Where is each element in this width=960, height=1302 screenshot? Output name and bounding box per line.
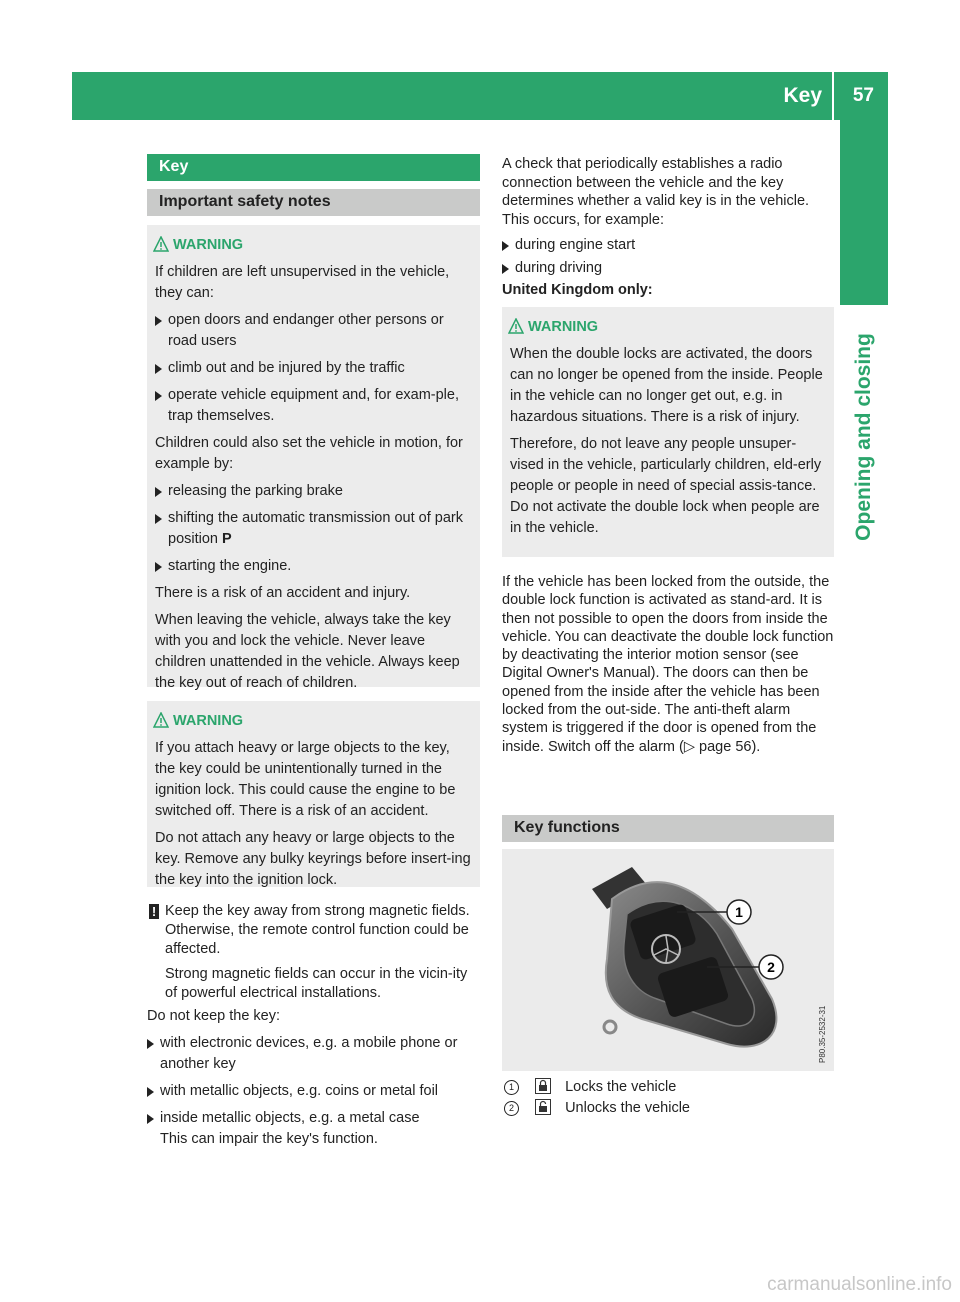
chapter-label-text: Opening and closing — [852, 333, 875, 541]
warning-heading — [173, 235, 472, 256]
legend-text: Unlocks the vehicle — [565, 1100, 690, 1116]
legend-number: 2 — [504, 1101, 519, 1116]
unlock-icon — [535, 1099, 551, 1115]
park-letter: P — [222, 531, 232, 547]
car-key-illustration — [502, 849, 834, 1071]
warning-box-key-objects — [147, 701, 480, 887]
warning-para: If you attach heavy or large objects to the key, the key could be unintentionally turned in the ignition lock. This could cause the engine to be switched off. There is a risk of an accident. — [155, 740, 456, 819]
warning-bullets-2 — [155, 481, 472, 577]
warning-box-double-lock — [502, 307, 834, 557]
list-item: open doors and endanger other persons or road users — [155, 310, 472, 352]
page-header — [72, 72, 888, 120]
list-item: during driving — [502, 258, 834, 279]
list-item: climb out and be injured by the traffic — [155, 358, 472, 379]
notice-para: Keep the key away from strong magnetic fields. Otherwise, the remote control function could be affected. — [165, 903, 470, 957]
warning-heading-text: WARNING — [528, 319, 599, 335]
uk-only-label: United Kingdom only: — [502, 282, 653, 298]
key-figure — [502, 849, 834, 1071]
keep-bullets — [147, 1033, 480, 1129]
watermark: carmanualsonline.info — [767, 1274, 952, 1295]
warning-para: Do not attach any heavy or large objects to the key. Remove any bulky keyrings before insert-ing the key into the ignition lock. — [155, 830, 471, 888]
page-number: 57 — [852, 85, 874, 106]
warning-triangle-icon — [508, 318, 524, 334]
section-title-key: Key — [147, 154, 480, 181]
list-item: with electronic devices, e.g. a mobile phone or another key — [147, 1033, 480, 1075]
warning-triangle-icon — [153, 236, 169, 252]
legend-row-lock — [504, 1078, 676, 1095]
legend-row-unlock — [504, 1099, 690, 1116]
list-item: during engine start — [502, 235, 834, 256]
notice-text — [165, 902, 481, 1003]
warning-heading-text: WARNING — [173, 237, 244, 253]
warning-para: When leaving the vehicle, always take the key with you and lock the vehicle. Never leave children unattended in the vehicle. Always keep the key out of reach of children. — [155, 612, 460, 691]
figure-code: P80.35-2532-31 — [818, 1005, 827, 1063]
list-item: starting the engine. — [155, 556, 472, 577]
list-item: releasing the parking brake — [155, 481, 472, 502]
warning-heading-text: WARNING — [173, 713, 244, 729]
warning-triangle-icon — [153, 712, 169, 728]
chapter-tab — [840, 120, 888, 305]
list-item: inside metallic objects, e.g. a metal case — [147, 1108, 480, 1129]
header-divider — [832, 72, 834, 120]
keep-intro: Do not keep the key: — [147, 1008, 280, 1024]
keep-key-section — [147, 1006, 480, 1150]
notice-icon: ! — [149, 904, 159, 919]
notice-para: Strong magnetic fields can occur in the vicin-ity of powerful electrical installations. — [165, 966, 468, 1001]
warning-bullets — [155, 310, 472, 427]
list-item-text: shifting the automatic transmission out of park position — [168, 510, 463, 547]
callout-2: 2 — [767, 959, 775, 975]
callout-1: 1 — [735, 904, 743, 920]
warning-intro: If children are left unsupervised in the vehicle, they can: — [155, 264, 450, 301]
subsection-title-safety: Important safety notes — [147, 189, 480, 216]
warning-para: When the double locks are activated, the doors can no longer be opened from the inside. People in the vehicle can no longer get out, e.g. in hazardous situations. There is a risk of injury. — [510, 346, 823, 425]
list-item: operate vehicle equipment and, for exam-ple, trap themselves. — [155, 385, 472, 427]
subsection-title-key-functions: Key functions — [502, 815, 834, 842]
warning-para: Therefore, do not leave any people unsuper-vised in the vehicle, particularly children, eld-erly people or people in need of special assis-tance. Do not activate the double lock when people are in the vehicle. — [510, 436, 822, 536]
double-lock-para: If the vehicle has been locked from the outside, the double lock function is activated as stand-ard. It is then not possible to open the doors from inside the vehicle. You can deactivate the double lock function by deactivating the interior motion sensor (see Digital Owner's Manual). The doors can then be opened from the inside after the vehicle has been locked from the out-side. The anti-theft alarm system is triggered if the door is opened from the inside. Switch off the alarm (▷ page 56). — [502, 574, 834, 755]
list-item — [155, 508, 472, 550]
warning-heading — [528, 317, 826, 338]
keep-outro: This can impair the key's function. — [160, 1131, 378, 1147]
legend-number: 1 — [504, 1080, 519, 1095]
warning-para: There is a risk of an accident and injury. — [155, 585, 411, 601]
header-section-title: Key — [783, 84, 822, 107]
warning-para: Children could also set the vehicle in motion, for example by: — [155, 435, 463, 472]
radio-check-bullets — [502, 235, 834, 279]
warning-heading — [173, 711, 472, 732]
radio-check-section — [502, 155, 834, 300]
legend-text: Locks the vehicle — [565, 1079, 677, 1095]
lock-icon — [535, 1078, 551, 1094]
warning-box-children — [147, 225, 480, 691]
list-item: with metallic objects, e.g. coins or metal foil — [147, 1081, 480, 1102]
radio-check-intro: A check that periodically establishes a radio connection between the vehicle and the key determines whether a valid key is in the vehicle. This occurs, for example: — [502, 156, 810, 228]
chapter-label — [840, 305, 888, 570]
